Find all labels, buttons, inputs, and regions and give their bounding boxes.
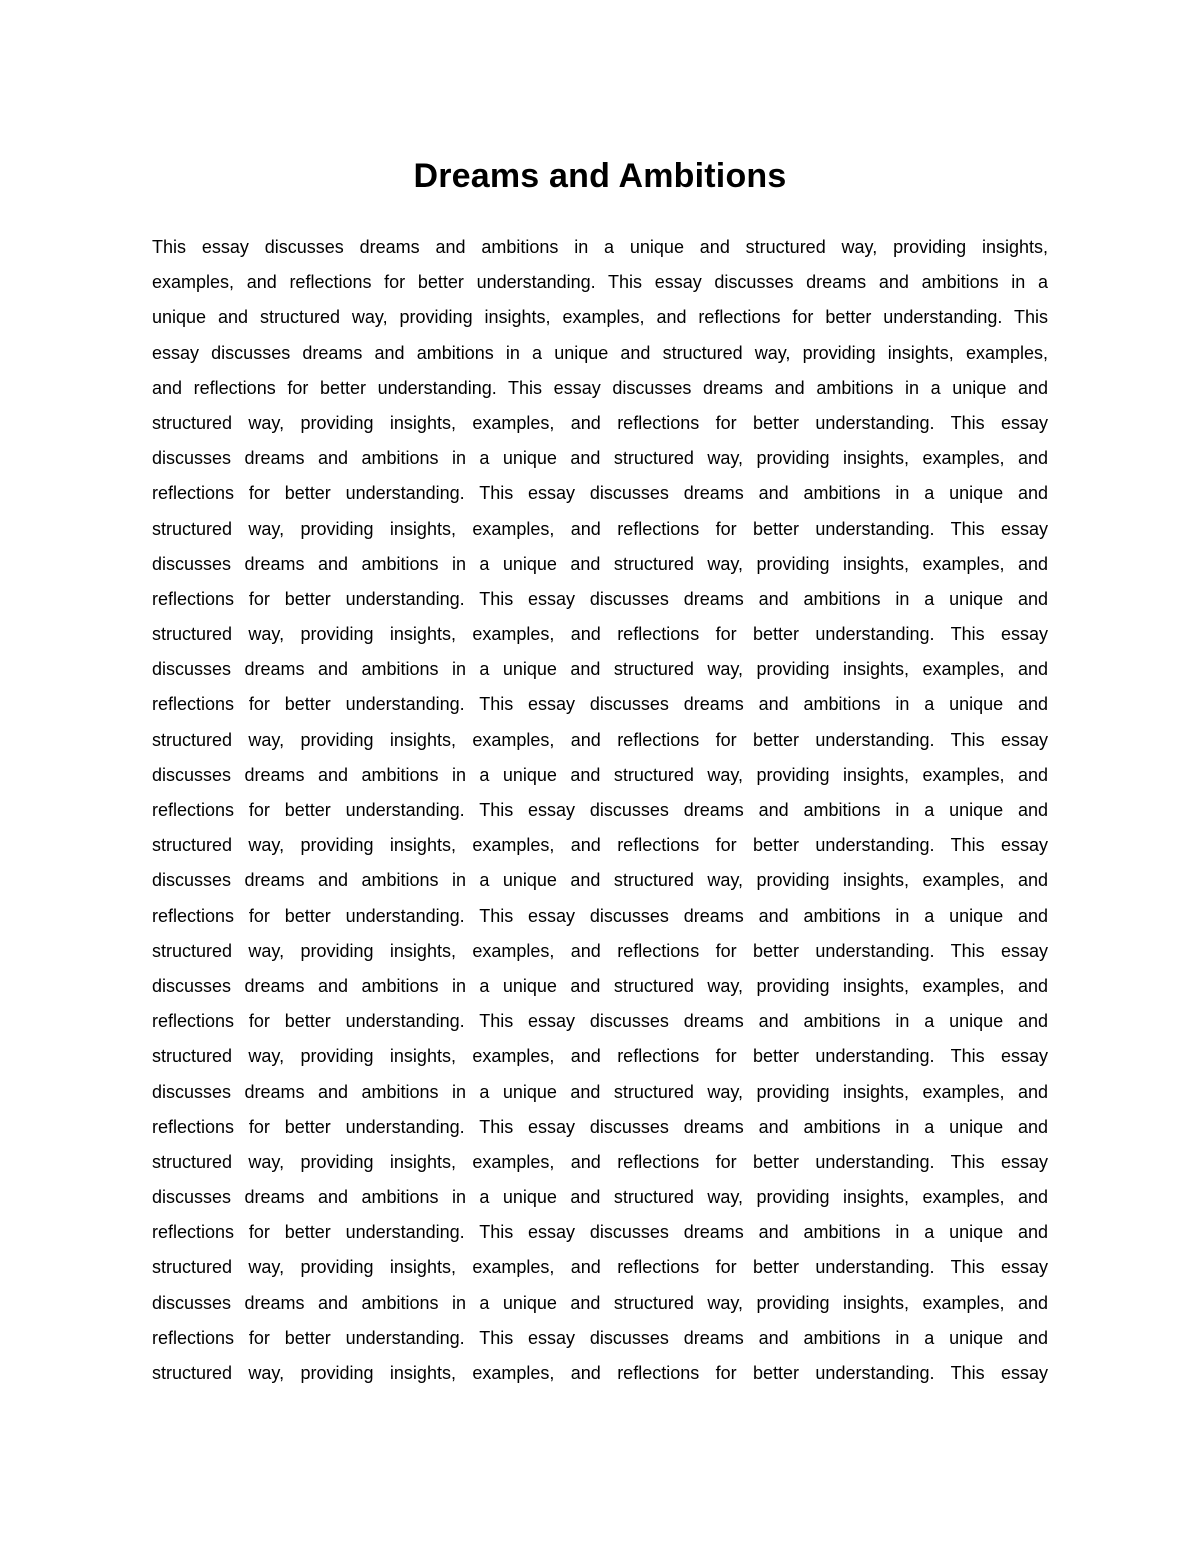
- body-text-line: discusses dreams and ambitions in a unique and structured way, providing insights, examples, and: [152, 448, 1048, 469]
- body-text-line: discusses dreams and ambitions in a unique and structured way, providing insights, examples, and: [152, 659, 1048, 680]
- body-text-line: structured way, providing insights, examples, and reflections for better understanding. This essay: [152, 518, 1048, 539]
- body-text-line: structured way, providing insights, examples, and reflections for better understanding. This essay: [152, 1046, 1048, 1067]
- body-text-line: reflections for better understanding. This essay discusses dreams and ambitions in a unique and: [152, 905, 1048, 926]
- body-text-line: discusses dreams and ambitions in a unique and structured way, providing insights, examples, and: [152, 1081, 1048, 1102]
- body-text-line: reflections for better understanding. This essay discusses dreams and ambitions in a unique and: [152, 588, 1048, 609]
- document-body: [152, 230, 1048, 1391]
- body-text-line: discusses dreams and ambitions in a unique and structured way, providing insights, examples, and: [152, 1292, 1048, 1313]
- body-text-line: structured way, providing insights, examples, and reflections for better understanding. This essay: [152, 412, 1048, 433]
- body-text-line: and reflections for better understanding. This essay discusses dreams and ambitions in a unique and: [152, 377, 1048, 398]
- body-text-line: reflections for better understanding. This essay discusses dreams and ambitions in a unique and: [152, 1222, 1048, 1243]
- body-text-line: structured way, providing insights, examples, and reflections for better understanding. This essay: [152, 1151, 1048, 1172]
- body-text-line: discusses dreams and ambitions in a unique and structured way, providing insights, examples, and: [152, 764, 1048, 785]
- body-text-line: discusses dreams and ambitions in a unique and structured way, providing insights, examples, and: [152, 553, 1048, 574]
- body-text-line: structured way, providing insights, examples, and reflections for better understanding. This essay: [152, 835, 1048, 856]
- body-text-line: This essay discusses dreams and ambitions in a unique and structured way, providing insights,: [152, 237, 1048, 257]
- body-text-line: structured way, providing insights, examples, and reflections for better understanding. This essay: [152, 729, 1048, 750]
- body-text-line: reflections for better understanding. This essay discusses dreams and ambitions in a unique and: [152, 1116, 1048, 1137]
- body-text-line: structured way, providing insights, examples, and reflections for better understanding. This essay: [152, 1257, 1048, 1278]
- body-text-line: discusses dreams and ambitions in a unique and structured way, providing insights, examples, and: [152, 975, 1048, 996]
- body-text-line: discusses dreams and ambitions in a unique and structured way, providing insights, examples, and: [152, 870, 1048, 891]
- body-text-line: reflections for better understanding. This essay discusses dreams and ambitions in a unique and: [152, 800, 1048, 820]
- document-title: Dreams and Ambitions: [413, 157, 787, 195]
- body-text-line: reflections for better understanding. This essay discusses dreams and ambitions in a unique and: [152, 483, 1048, 504]
- body-text-line: essay discusses dreams and ambitions in a unique and structured way, providing insights, examples,: [152, 342, 1048, 363]
- body-text-line: examples, and reflections for better understanding. This essay discusses dreams and ambitions in a: [152, 272, 1048, 293]
- body-text-line: reflections for better understanding. This essay discusses dreams and ambitions in a unique and: [152, 694, 1048, 715]
- body-text-line: structured way, providing insights, examples, and reflections for better understanding. This essay: [152, 1363, 1048, 1383]
- body-text-line: reflections for better understanding. This essay discusses dreams and ambitions in a unique and: [152, 1327, 1048, 1348]
- body-text-line: unique and structured way, providing insights, examples, and reflections for better understanding. This: [152, 307, 1048, 328]
- body-text-line: reflections for better understanding. This essay discusses dreams and ambitions in a unique and: [152, 1011, 1048, 1032]
- body-text-line: structured way, providing insights, examples, and reflections for better understanding. This essay: [152, 940, 1048, 961]
- body-text-line: discusses dreams and ambitions in a unique and structured way, providing insights, examples, and: [152, 1187, 1048, 1208]
- body-text-line: structured way, providing insights, examples, and reflections for better understanding. This essay: [152, 624, 1048, 645]
